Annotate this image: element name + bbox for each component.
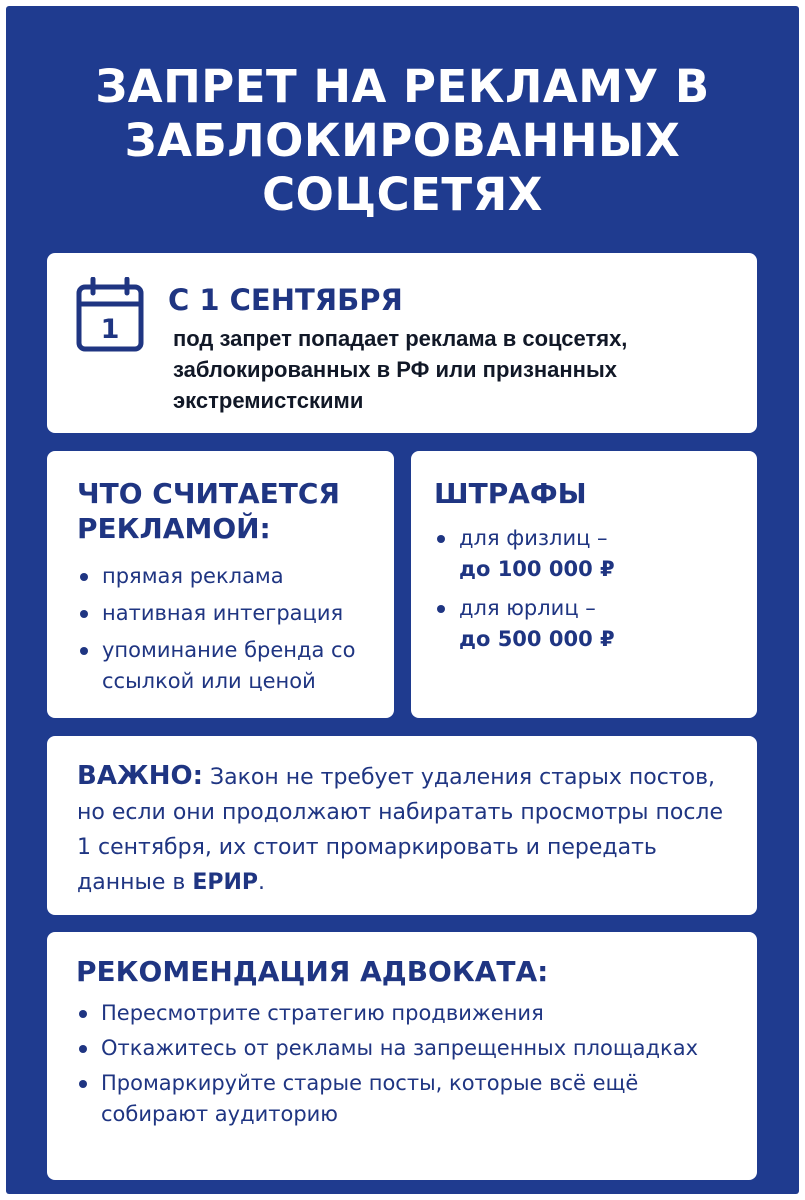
calendar-icon	[76, 277, 144, 353]
advertising-types-list	[77, 561, 392, 703]
fine-label: для юрлиц –	[459, 596, 596, 620]
list-item: Откажитесь от рекламы на запрещенных площадках	[76, 1033, 741, 1064]
fine-item	[434, 593, 734, 655]
lawyer-recommendation-card	[47, 932, 757, 1180]
recommendation-list	[76, 998, 741, 1134]
list-item: нативная интеграция	[77, 598, 392, 629]
list-item: прямая реклама	[77, 561, 392, 592]
fine-amount: до 500 000 ₽	[459, 627, 615, 651]
what-is-advertising-heading: ЧТО СЧИТАЕТСЯ РЕКЛАМОЙ:	[77, 477, 340, 545]
date-card	[47, 253, 757, 433]
page-title	[0, 60, 805, 222]
important-text	[77, 759, 727, 900]
title-line-3: СОЦСЕТЯХ	[262, 168, 543, 221]
title-line-2: ЗАБЛОКИРОВАННЫХ	[124, 114, 681, 167]
what-is-advertising-card	[47, 451, 394, 718]
erir-label: ЕРИР	[192, 870, 259, 895]
fines-list	[434, 523, 734, 663]
date-description: под запрет попадает реклама в соцсетях, заблокированных в РФ или признанных экстремистскими	[173, 326, 628, 413]
recommendation-heading: РЕКОМЕНДАЦИЯ АДВОКАТА:	[76, 955, 549, 988]
important-label: ВАЖНО:	[77, 761, 204, 791]
list-item: Пересмотрите стратегию продвижения	[76, 998, 741, 1029]
list-item: упоминание бренда со ссылкой или ценой	[77, 635, 392, 697]
important-end: .	[258, 870, 266, 895]
fine-amount: до 100 000 ₽	[459, 557, 615, 581]
list-item: Промаркируйте старые посты, которые всё ещё собирают аудиторию	[76, 1068, 741, 1130]
fine-item	[434, 523, 734, 585]
fines-card	[411, 451, 757, 718]
important-card	[47, 736, 757, 915]
fine-label: для физлиц –	[459, 526, 608, 550]
fines-heading: ШТРАФЫ	[434, 477, 587, 510]
date-heading: С 1 СЕНТЯБРЯ	[168, 283, 403, 317]
title-line-1: ЗАПРЕТ НА РЕКЛАМУ В	[95, 60, 710, 113]
calendar-number: 1	[100, 314, 120, 345]
important-body: Закон не требует удаления старых постов, но если они продолжают набиратать просмотры после 1 сентября, их стоит промаркировать и передать данные в	[77, 765, 724, 895]
